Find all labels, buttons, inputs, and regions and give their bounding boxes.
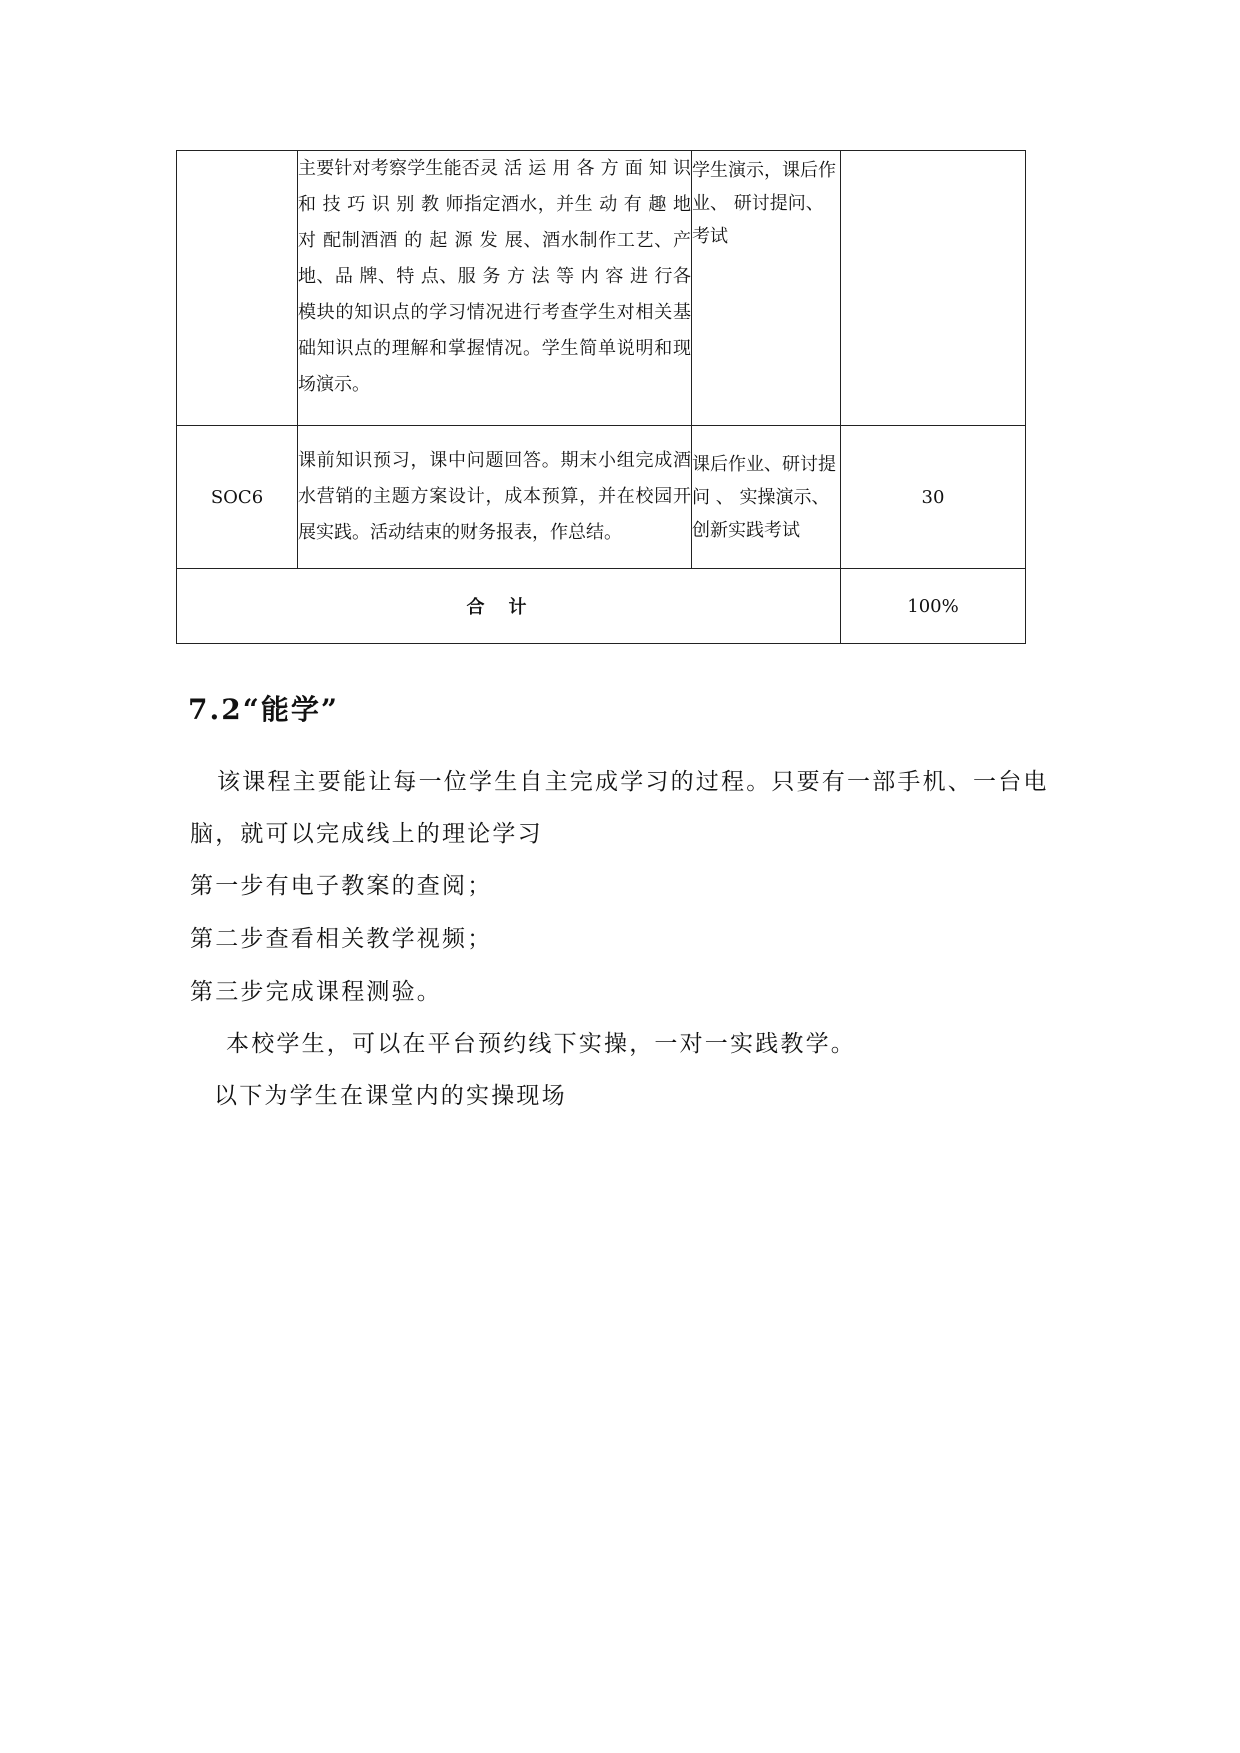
step-1-text: 第一步有电子教案的查阅； [190,873,493,899]
objective-code-cell: SOC6 [177,426,298,569]
step-2-text: 第二步查看相关教学视频； [190,926,493,952]
total-label: 合计 [177,569,841,644]
photo-caption-text: 以下为学生在课堂内的实操现场 [214,1083,567,1109]
total-row [177,569,1026,644]
table-row [177,426,1026,569]
total-value: 100% [841,569,1026,644]
intro-paragraph-line-1: 该课程主要能让每一位学生自主完成学习的过程。只要有一部手机、一台电 [217,769,1049,795]
section-heading: 7.2“能学” [188,693,339,726]
assessment-method-cell: 学生演示，课后作业、 研讨提问、考试 [692,151,841,426]
table-row [177,151,1026,426]
weight-cell [841,151,1026,426]
intro-paragraph-line-2: 脑，就可以完成线上的理论学习 [190,821,543,847]
assessment-description-cell: 课前知识预习，课中问题回答。期末小组完成酒水营销的主题方案设计，成本预算，并在校园开展实践。活动结束的财务报表，作总结。 [298,426,692,569]
step-3-text: 第三步完成课程测验。 [190,979,442,1005]
weight-cell: 30 [841,426,1026,569]
assessment-table [176,150,1026,644]
assessment-method-cell: 课后作业、研讨提问 、 实操演示、创新实践考试 [692,426,841,569]
offline-practice-text: 本校学生，可以在平台预约线下实操，一对一实践教学。 [226,1031,856,1057]
objective-code-cell [177,151,298,426]
assessment-description-cell: 主要针对考察学生能否灵 活 运 用 各 方 面 知 识 和 技 巧 识 别 教 师指定酒水，并生 动 有 趣 地 对 配制酒酒 的 起 源 发 展、酒水制作工艺、产 地、品 牌、特 点、服 务 方 法 等 内 容 进 行各模块的知识点的学习情况进行考查学生对相关基础知识点的理解和掌握情况。学生简单说明和现场演示。 [298,151,692,426]
